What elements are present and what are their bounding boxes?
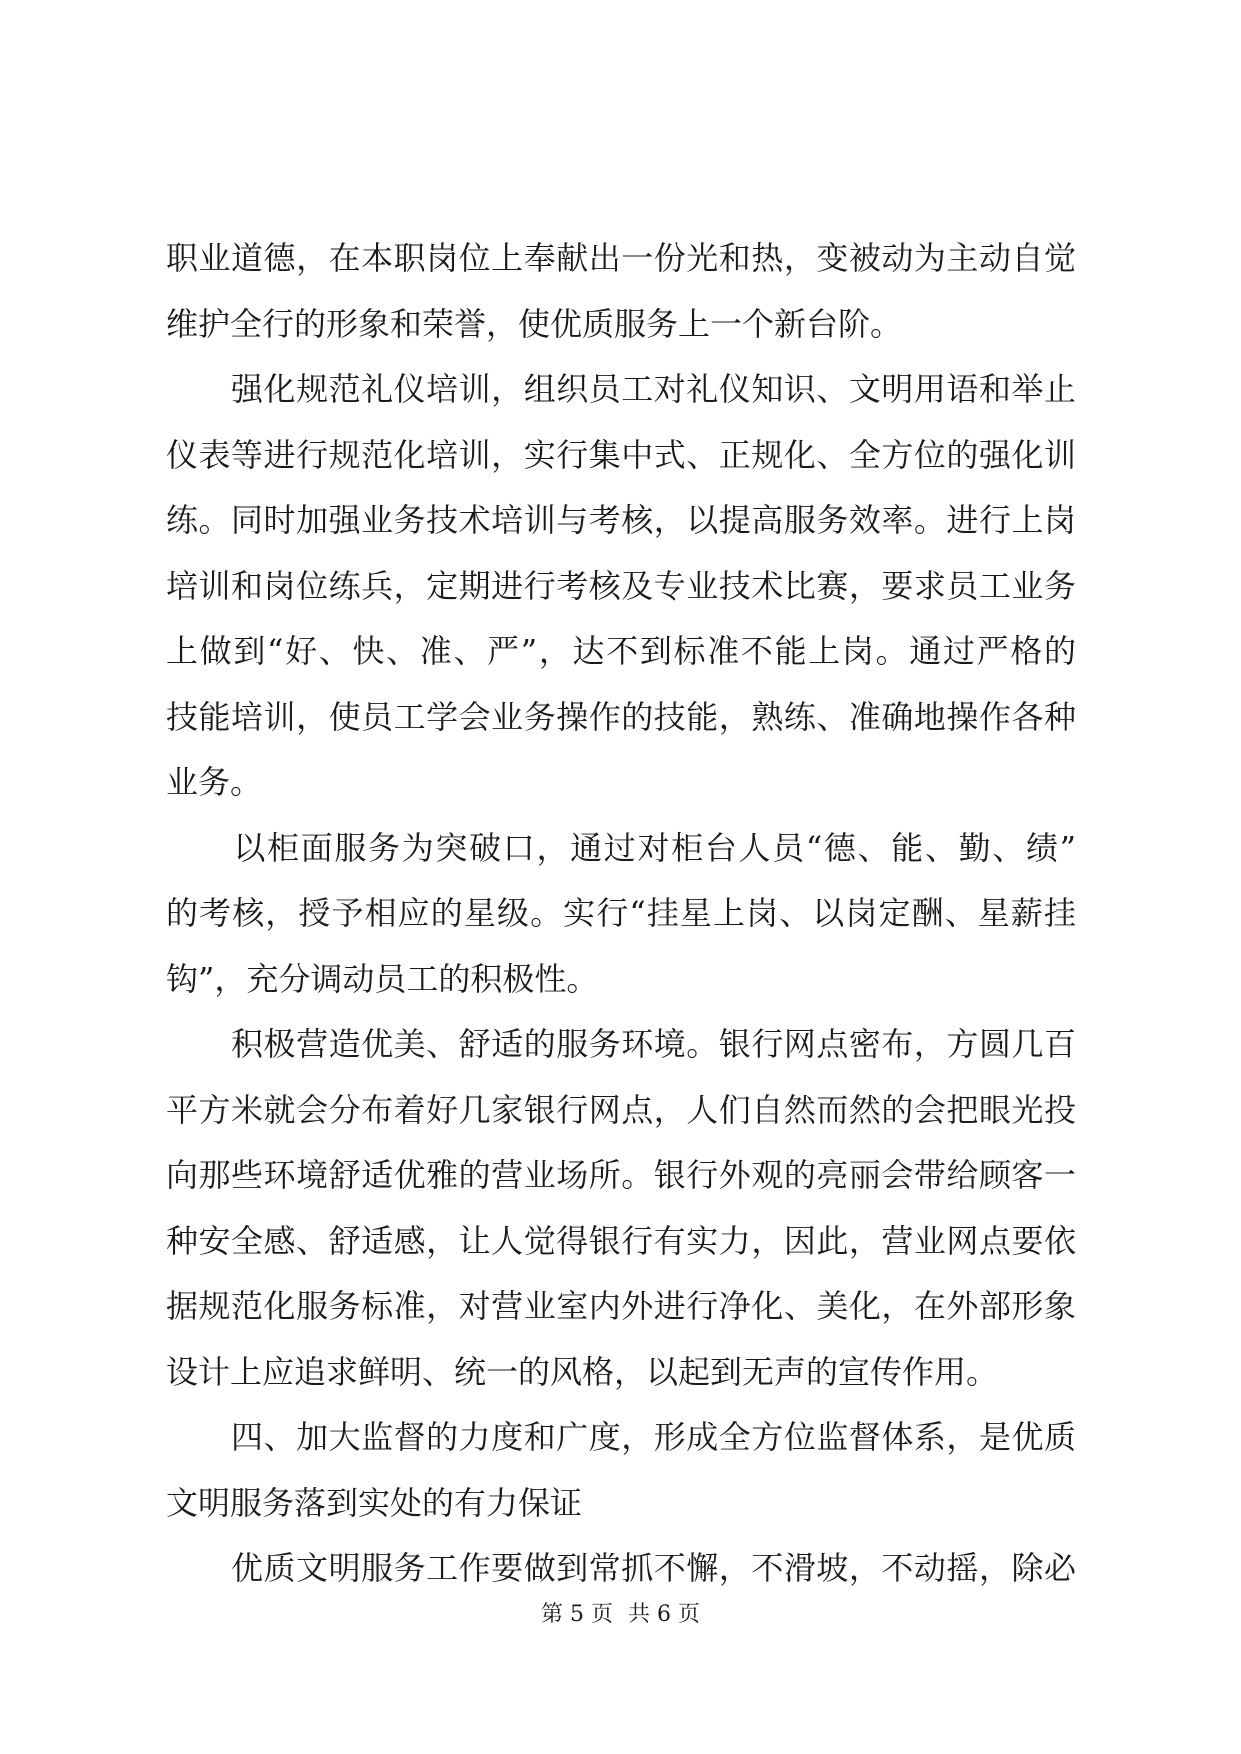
page-total: 共 6 页	[628, 1602, 700, 1627]
text-line: 积极营造优美、舒适的服务环境。银行网点密布，方圆几百	[166, 1025, 1076, 1063]
text-line: 练。同时加强业务技术培训与考核，以提高服务效率。进行上岗	[166, 501, 1076, 539]
text-line: 平方米就会分布着好几家银行网点，人们自然而然的会把眼光投	[166, 1090, 1076, 1129]
text-line: 种安全感、舒适感，让人觉得银行有实力，因此，营业网点要依	[166, 1221, 1076, 1260]
text-line: 四、加大监督的力度和广度，形成全方位监督体系，是优质	[166, 1418, 1076, 1456]
text-line: 仪表等进行规范化培训，实行集中式、正规化、全方位的强化训	[166, 435, 1076, 474]
body-text	[166, 226, 1076, 1602]
text-line: 培训和岗位练兵，定期进行考核及专业技术比赛，要求员工业务	[166, 566, 1076, 605]
text-line: 据规范化服务标准，对营业室内外进行净化、美化，在外部形象	[166, 1287, 1076, 1325]
text-line: 上做到“好、快、准、严”，达不到标准不能上岗。通过严格的	[166, 632, 1076, 670]
text-line: 钩”，充分调动员工的积极性。	[166, 959, 599, 998]
text-line: 向那些环境舒适优雅的营业场所。银行外观的亮丽会带给顾客一	[166, 1156, 1076, 1194]
text-line: 技能培训，使员工学会业务操作的技能，熟练、准确地操作各种	[166, 697, 1076, 736]
text-line: 职业道德，在本职岗位上奉献出一份光和热，变被动为主动自觉	[166, 239, 1076, 277]
text-line: 以柜面服务为突破口，通过对柜台人员“德、能、勤、绩”	[166, 828, 1076, 867]
page-number: 第 5 页	[541, 1602, 613, 1627]
text-line: 业务。	[166, 763, 263, 801]
text-line: 维护全行的形象和荣誉，使优质服务上一个新台阶。	[166, 304, 903, 343]
text-line: 优质文明服务工作要做到常抓不懈，不滑坡，不动摇，除必	[166, 1549, 1076, 1587]
text-line: 的考核，授予相应的星级。实行“挂星上岗、以岗定酬、星薪挂	[166, 894, 1076, 932]
text-line: 设计上应追求鲜明、统一的风格，以起到无声的宣传作用。	[166, 1352, 999, 1391]
page-footer	[0, 1600, 1241, 1630]
text-line: 文明服务落到实处的有力保证	[166, 1483, 583, 1522]
text-line: 强化规范礼仪培训，组织员工对礼仪知识、文明用语和举止	[166, 370, 1076, 408]
